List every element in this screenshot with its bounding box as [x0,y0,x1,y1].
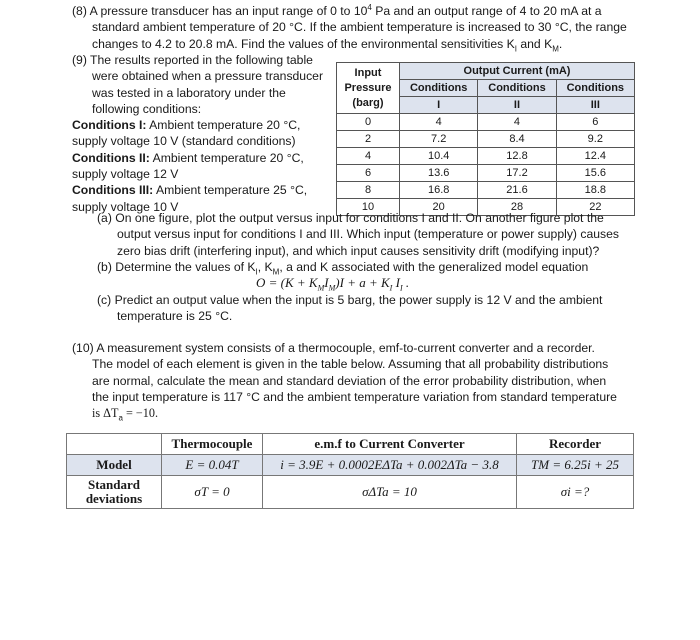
q8-line-3: changes to 4.2 to 20.8 mA. Find the values of the environmental sensitivities $K_I$ and $K_M$. [92,36,563,54]
table-cell: 4 [478,114,556,131]
table-row [337,131,635,148]
table-row [337,148,635,165]
output-current-header: Output Current (mA) [400,63,635,80]
converter-model: i = 3.9E + 0.0002EΔTa + 0.002ΔTa − 3.8 [263,455,517,476]
question-9 [72,52,323,215]
q9-line-2: were obtained when a pressure transducer [92,69,324,84]
table-cell: 10.4 [400,148,478,165]
q9-condition-2-supply: supply voltage 12 V [72,167,179,182]
q9-line-4: following conditions: [92,101,202,116]
question-8 [72,3,627,52]
thermocouple-model: E = 0.04T [162,455,263,476]
table-cell: 7.2 [400,131,478,148]
table-cell: 4 [400,114,478,131]
table-cell: 8.4 [478,131,556,148]
model-row [67,455,634,476]
table-cell: 10 [337,199,400,216]
conditions-header: Conditions [556,80,634,97]
thermocouple-header: Thermocouple [162,434,263,455]
model-label: Model [67,455,162,476]
std-dev-label: Standard deviations [67,476,162,509]
table-cell: 20 [400,199,478,216]
table-cell: 12.8 [478,148,556,165]
table-row [337,114,635,131]
condition-id-2: II [478,97,556,114]
recorder-model: TM = 6.25i + 25 [517,455,634,476]
table-cell: 12.4 [556,148,634,165]
table-cell: 6 [337,165,400,182]
conditions-header: Conditions [400,80,478,97]
converter-sigma: σΔTa = 10 [263,476,517,509]
table-cell: 6 [556,114,634,131]
converter-header: e.m.f to Current Converter [263,434,517,455]
q9-part-a: (a) On one figure, plot the output versus input for conditions I and II. On another figure plot the output versus input for conditions I and III. Which input (temperature or power supply) causes zero bias drift (interfering input), and which input causes sensitivity drift (modifying input)? [97,211,619,258]
table-cell: 4 [337,148,400,165]
std-dev-row [67,476,634,509]
thermocouple-sigma: σT = 0 [162,476,263,509]
q9-condition-1: Conditions I: Ambient temperature 20 °C, [72,118,301,133]
table-cell: 28 [478,199,556,216]
input-pressure-header: Input Pressure (barg) [337,63,400,114]
q8-line-2: standard ambient temperature of 20 °C. If the ambient temperature is increased to 30 °C, the range [92,20,627,35]
table-cell: 21.6 [478,182,556,199]
table-cell: 15.6 [556,165,634,182]
q9-condition-2: Conditions II: Ambient temperature 20 °C, [72,150,304,165]
table-cell: 17.2 [478,165,556,182]
q9-part-b: (b) Determine the values of $K_I$, $K_M$, a and K associated with the generalized model equation [97,260,589,277]
table-row [337,182,635,199]
recorder-sigma: σi =? [517,476,634,509]
recorder-header: Recorder [517,434,634,455]
table-cell: 16.8 [400,182,478,199]
question-10: (10) A measurement system consists of a thermocouple, emf-to-current converter and a recorder. The model of each element is given in the table below. Assuming that all probability distributions are normal, calculate the mean and standard deviation of the error probability distribution, when the input temperature is 117 °C and the ambient temperature variation from standard temperature is $\Delta T_a = -10$. [72,341,617,423]
q9-condition-1-supply: supply voltage 10 V (standard conditions) [72,134,296,149]
condition-id-1: I [400,97,478,114]
q9-condition-3: Conditions III: Ambient temperature 25 °C, [72,183,308,198]
table-cell: 18.8 [556,182,634,199]
model-equation: $O = (K + K_MI_M)I + a + K_I$ $I_I$ . [256,275,410,293]
table-row [337,165,635,182]
table-cell: 9.2 [556,131,634,148]
condition-id-3: III [556,97,634,114]
conditions-header: Conditions [478,80,556,97]
table-cell: 13.6 [400,165,478,182]
table-cell: 0 [337,114,400,131]
q9-line-1: (9) The results reported in the following table [72,53,313,67]
q9-part-c: (c) Predict an output value when the input is 5 barg, the power supply is 12 V and the ambient temperature is 25 °C. [97,293,603,324]
table-cell: 8 [337,182,400,199]
q9-condition-3-supply: supply voltage 10 V [72,199,179,214]
q8-line-1: (8) A pressure transducer has an input range of 0 to $10^4$ Pa and an output range of 4 to 20 mA at a [72,2,602,18]
table-header-row [337,63,635,80]
q9-line-3: was tested in a laboratory under the [92,85,286,100]
table-cell: 2 [337,131,400,148]
pressure-results-table [336,62,635,216]
measurement-system-table [66,433,634,509]
table-header-row [67,434,634,455]
table-cell: 22 [556,199,634,216]
